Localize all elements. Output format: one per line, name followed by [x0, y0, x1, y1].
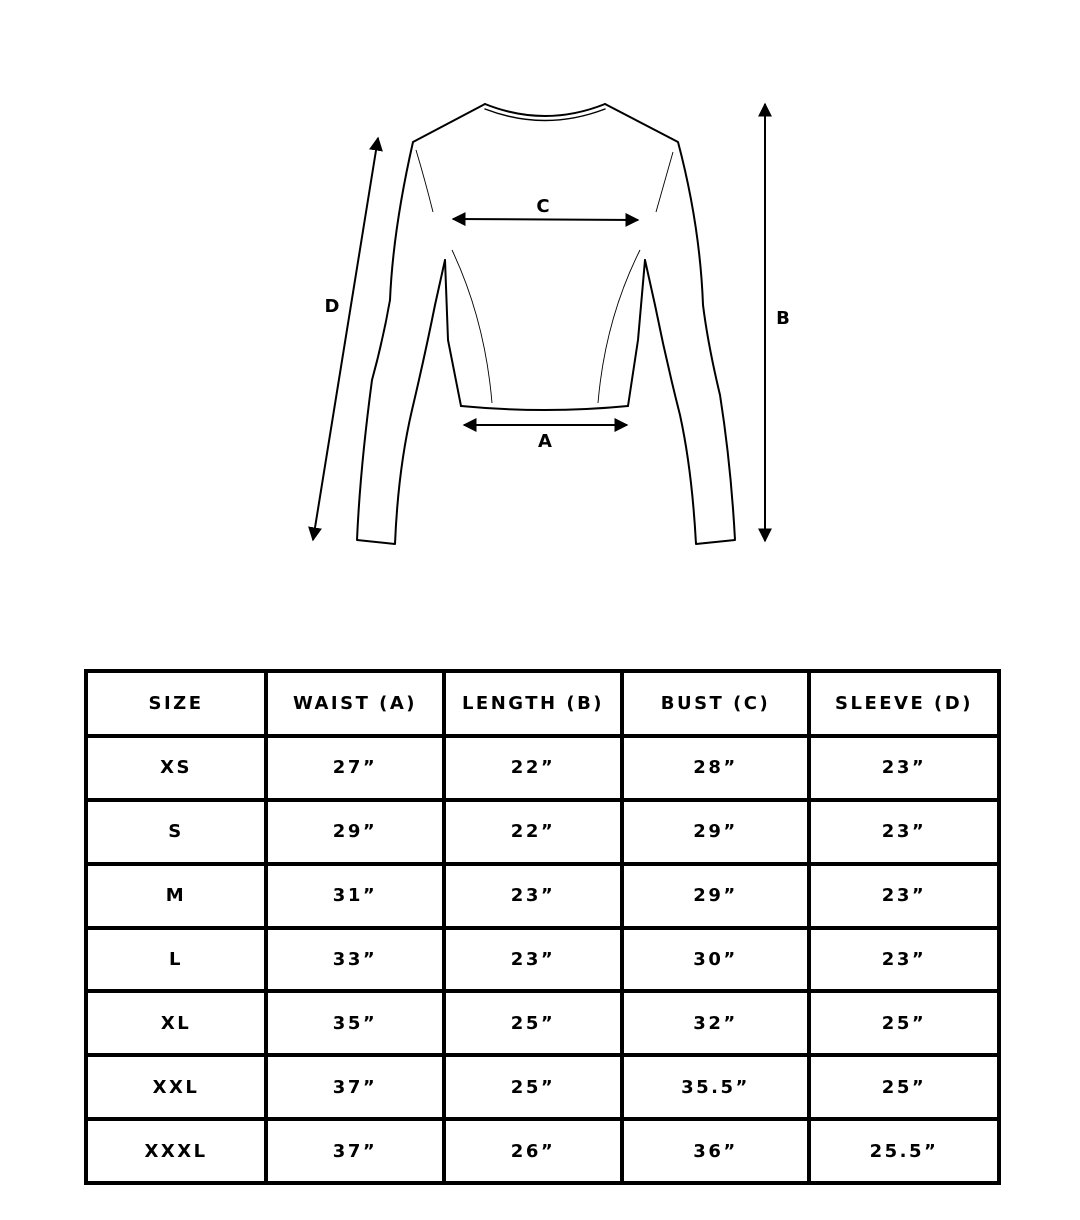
cell-length: 22”: [444, 800, 622, 864]
cell-length: 23”: [444, 928, 622, 992]
cell-length: 25”: [444, 991, 622, 1055]
table-row: [86, 928, 999, 992]
header-waist: WAIST (A): [266, 671, 444, 736]
table-row: [86, 1119, 999, 1183]
left-armhole-seam: [416, 150, 433, 212]
long-sleeve-top-outline: [357, 104, 735, 544]
cell-waist: 27”: [266, 736, 444, 800]
cell-length: 22”: [444, 736, 622, 800]
cell-size: XL: [86, 991, 266, 1055]
header-length: LENGTH (B): [444, 671, 622, 736]
left-princess-seam: [452, 250, 492, 403]
table-header-row: [86, 671, 999, 736]
cell-length: 23”: [444, 864, 622, 928]
cell-waist: 31”: [266, 864, 444, 928]
left-sleeve: [357, 104, 485, 544]
right-armhole-seam: [656, 152, 673, 212]
right-sleeve: [605, 104, 735, 544]
cell-sleeve: 25.5”: [809, 1119, 999, 1183]
cell-size: XXXL: [86, 1119, 266, 1183]
cell-bust: 35.5”: [622, 1055, 809, 1119]
cell-waist: 35”: [266, 991, 444, 1055]
label-c: C: [536, 196, 550, 217]
right-princess-seam: [598, 250, 640, 403]
header-sleeve: SLEEVE (D): [809, 671, 999, 736]
cell-sleeve: 25”: [809, 1055, 999, 1119]
table-row: [86, 736, 999, 800]
arrow-c-bust: [453, 219, 638, 220]
hem: [461, 406, 628, 410]
cell-bust: 30”: [622, 928, 809, 992]
cell-size: M: [86, 864, 266, 928]
garment-measurement-diagram: [0, 0, 1080, 600]
header-size: SIZE: [86, 671, 266, 736]
cell-size: XS: [86, 736, 266, 800]
cell-waist: 29”: [266, 800, 444, 864]
body-left-side: [445, 260, 461, 406]
cell-bust: 36”: [622, 1119, 809, 1183]
cell-length: 26”: [444, 1119, 622, 1183]
cell-size: S: [86, 800, 266, 864]
label-d: D: [324, 296, 340, 317]
cell-waist: 37”: [266, 1119, 444, 1183]
cell-sleeve: 23”: [809, 736, 999, 800]
cell-waist: 33”: [266, 928, 444, 992]
cell-sleeve: 23”: [809, 864, 999, 928]
arrow-d-sleeve: [313, 138, 378, 540]
cell-bust: 32”: [622, 991, 809, 1055]
cell-sleeve: 23”: [809, 928, 999, 992]
cell-bust: 29”: [622, 800, 809, 864]
label-a: A: [538, 431, 552, 452]
measurement-arrows: [313, 104, 765, 541]
table-row: [86, 1055, 999, 1119]
cell-length: 25”: [444, 1055, 622, 1119]
cell-size: L: [86, 928, 266, 992]
cell-waist: 37”: [266, 1055, 444, 1119]
cell-size: XXL: [86, 1055, 266, 1119]
table-row: [86, 991, 999, 1055]
cell-sleeve: 25”: [809, 991, 999, 1055]
size-chart-table: [84, 669, 1001, 1185]
cell-sleeve: 23”: [809, 800, 999, 864]
cell-bust: 28”: [622, 736, 809, 800]
cell-bust: 29”: [622, 864, 809, 928]
label-b: B: [776, 308, 790, 329]
body-right-side: [628, 260, 645, 406]
table-row: [86, 864, 999, 928]
table-row: [86, 800, 999, 864]
header-bust: BUST (C): [622, 671, 809, 736]
